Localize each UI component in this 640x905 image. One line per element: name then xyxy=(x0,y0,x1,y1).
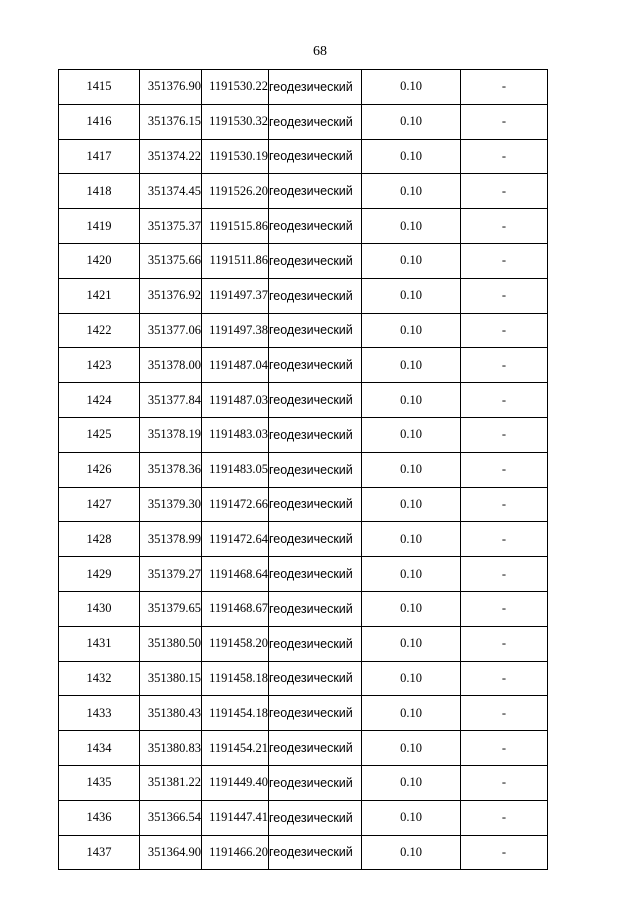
table-row xyxy=(59,139,548,174)
point-number-cell: 1427 xyxy=(59,487,140,522)
accuracy-cell: 0.10 xyxy=(362,835,461,870)
description-cell: - xyxy=(461,557,548,592)
accuracy-cell: 0.10 xyxy=(362,243,461,278)
table-row xyxy=(59,591,548,626)
method-cell: геодезический xyxy=(269,452,362,487)
y-coordinate-cell: 1191468.64 xyxy=(202,557,269,592)
y-coordinate-cell: 1191449.40 xyxy=(202,765,269,800)
table-row xyxy=(59,278,548,313)
table-row xyxy=(59,696,548,731)
y-coordinate-cell: 1191458.18 xyxy=(202,661,269,696)
table-row xyxy=(59,70,548,105)
accuracy-cell: 0.10 xyxy=(362,800,461,835)
x-coordinate-cell: 351380.43 xyxy=(140,696,202,731)
x-coordinate-cell: 351364.90 xyxy=(140,835,202,870)
x-coordinate-cell: 351381.22 xyxy=(140,765,202,800)
point-number-cell: 1435 xyxy=(59,765,140,800)
point-number-cell: 1430 xyxy=(59,591,140,626)
description-cell: - xyxy=(461,209,548,244)
point-number-cell: 1418 xyxy=(59,174,140,209)
point-number-cell: 1419 xyxy=(59,209,140,244)
accuracy-cell: 0.10 xyxy=(362,626,461,661)
description-cell: - xyxy=(461,278,548,313)
method-cell: геодезический xyxy=(269,209,362,244)
y-coordinate-cell: 1191487.04 xyxy=(202,348,269,383)
accuracy-cell: 0.10 xyxy=(362,765,461,800)
accuracy-cell: 0.10 xyxy=(362,174,461,209)
method-cell: геодезический xyxy=(269,591,362,626)
table-row xyxy=(59,104,548,139)
accuracy-cell: 0.10 xyxy=(362,557,461,592)
table-row xyxy=(59,243,548,278)
page-number: 68 xyxy=(313,44,327,59)
x-coordinate-cell: 351377.84 xyxy=(140,383,202,418)
y-coordinate-cell: 1191468.67 xyxy=(202,591,269,626)
y-coordinate-cell: 1191466.20 xyxy=(202,835,269,870)
description-cell: - xyxy=(461,348,548,383)
y-coordinate-cell: 1191511.86 xyxy=(202,243,269,278)
method-cell: геодезический xyxy=(269,139,362,174)
method-cell: геодезический xyxy=(269,661,362,696)
point-number-cell: 1434 xyxy=(59,731,140,766)
y-coordinate-cell: 1191530.32 xyxy=(202,104,269,139)
point-number-cell: 1433 xyxy=(59,696,140,731)
point-number-cell: 1415 xyxy=(59,70,140,105)
y-coordinate-cell: 1191497.38 xyxy=(202,313,269,348)
point-number-cell: 1421 xyxy=(59,278,140,313)
x-coordinate-cell: 351379.30 xyxy=(140,487,202,522)
point-number-cell: 1422 xyxy=(59,313,140,348)
method-cell: геодезический xyxy=(269,696,362,731)
point-number-cell: 1424 xyxy=(59,383,140,418)
point-number-cell: 1428 xyxy=(59,522,140,557)
method-cell: геодезический xyxy=(269,104,362,139)
point-number-cell: 1429 xyxy=(59,557,140,592)
table-row xyxy=(59,417,548,452)
method-cell: геодезический xyxy=(269,626,362,661)
x-coordinate-cell: 351380.50 xyxy=(140,626,202,661)
description-cell: - xyxy=(461,417,548,452)
x-coordinate-cell: 351379.27 xyxy=(140,557,202,592)
table-row xyxy=(59,487,548,522)
y-coordinate-cell: 1191497.37 xyxy=(202,278,269,313)
accuracy-cell: 0.10 xyxy=(362,70,461,105)
description-cell: - xyxy=(461,104,548,139)
table-row xyxy=(59,313,548,348)
table-row xyxy=(59,383,548,418)
description-cell: - xyxy=(461,383,548,418)
point-number-cell: 1425 xyxy=(59,417,140,452)
description-cell: - xyxy=(461,765,548,800)
accuracy-cell: 0.10 xyxy=(362,278,461,313)
description-cell: - xyxy=(461,835,548,870)
accuracy-cell: 0.10 xyxy=(362,696,461,731)
description-cell: - xyxy=(461,661,548,696)
point-number-cell: 1416 xyxy=(59,104,140,139)
y-coordinate-cell: 1191472.64 xyxy=(202,522,269,557)
method-cell: геодезический xyxy=(269,800,362,835)
x-coordinate-cell: 351376.90 xyxy=(140,70,202,105)
table-row xyxy=(59,661,548,696)
method-cell: геодезический xyxy=(269,243,362,278)
y-coordinate-cell: 1191483.03 xyxy=(202,417,269,452)
y-coordinate-cell: 1191458.20 xyxy=(202,626,269,661)
table-row xyxy=(59,765,548,800)
method-cell: геодезический xyxy=(269,70,362,105)
y-coordinate-cell: 1191530.22 xyxy=(202,70,269,105)
x-coordinate-cell: 351378.19 xyxy=(140,417,202,452)
point-number-cell: 1437 xyxy=(59,835,140,870)
accuracy-cell: 0.10 xyxy=(362,104,461,139)
x-coordinate-cell: 351376.15 xyxy=(140,104,202,139)
description-cell: - xyxy=(461,626,548,661)
table-row xyxy=(59,835,548,870)
accuracy-cell: 0.10 xyxy=(362,313,461,348)
y-coordinate-cell: 1191454.21 xyxy=(202,731,269,766)
x-coordinate-cell: 351376.92 xyxy=(140,278,202,313)
accuracy-cell: 0.10 xyxy=(362,139,461,174)
description-cell: - xyxy=(461,139,548,174)
x-coordinate-cell: 351374.22 xyxy=(140,139,202,174)
description-cell: - xyxy=(461,452,548,487)
method-cell: геодезический xyxy=(269,557,362,592)
table-row xyxy=(59,522,548,557)
y-coordinate-cell: 1191483.05 xyxy=(202,452,269,487)
method-cell: геодезический xyxy=(269,731,362,766)
x-coordinate-cell: 351380.15 xyxy=(140,661,202,696)
description-cell: - xyxy=(461,313,548,348)
method-cell: геодезический xyxy=(269,835,362,870)
description-cell: - xyxy=(461,522,548,557)
accuracy-cell: 0.10 xyxy=(362,487,461,522)
table-row xyxy=(59,800,548,835)
table-row xyxy=(59,557,548,592)
y-coordinate-cell: 1191487.03 xyxy=(202,383,269,418)
y-coordinate-cell: 1191447.41 xyxy=(202,800,269,835)
table-row xyxy=(59,348,548,383)
accuracy-cell: 0.10 xyxy=(362,522,461,557)
table-row xyxy=(59,452,548,487)
x-coordinate-cell: 351374.45 xyxy=(140,174,202,209)
table-row xyxy=(59,174,548,209)
y-coordinate-cell: 1191526.20 xyxy=(202,174,269,209)
x-coordinate-cell: 351375.66 xyxy=(140,243,202,278)
x-coordinate-cell: 351377.06 xyxy=(140,313,202,348)
x-coordinate-cell: 351366.54 xyxy=(140,800,202,835)
accuracy-cell: 0.10 xyxy=(362,452,461,487)
accuracy-cell: 0.10 xyxy=(362,209,461,244)
point-number-cell: 1431 xyxy=(59,626,140,661)
x-coordinate-cell: 351378.00 xyxy=(140,348,202,383)
y-coordinate-cell: 1191530.19 xyxy=(202,139,269,174)
description-cell: - xyxy=(461,487,548,522)
coordinates-table-body xyxy=(59,70,548,870)
accuracy-cell: 0.10 xyxy=(362,731,461,766)
coordinates-table xyxy=(58,69,548,870)
method-cell: геодезический xyxy=(269,417,362,452)
point-number-cell: 1432 xyxy=(59,661,140,696)
method-cell: геодезический xyxy=(269,383,362,418)
description-cell: - xyxy=(461,696,548,731)
point-number-cell: 1420 xyxy=(59,243,140,278)
y-coordinate-cell: 1191472.66 xyxy=(202,487,269,522)
method-cell: геодезический xyxy=(269,174,362,209)
x-coordinate-cell: 351378.99 xyxy=(140,522,202,557)
method-cell: геодезический xyxy=(269,348,362,383)
y-coordinate-cell: 1191515.86 xyxy=(202,209,269,244)
table-row xyxy=(59,731,548,766)
y-coordinate-cell: 1191454.18 xyxy=(202,696,269,731)
method-cell: геодезический xyxy=(269,487,362,522)
description-cell: - xyxy=(461,70,548,105)
method-cell: геодезический xyxy=(269,278,362,313)
accuracy-cell: 0.10 xyxy=(362,661,461,696)
table-row xyxy=(59,626,548,661)
description-cell: - xyxy=(461,800,548,835)
x-coordinate-cell: 351380.83 xyxy=(140,731,202,766)
accuracy-cell: 0.10 xyxy=(362,348,461,383)
method-cell: геодезический xyxy=(269,313,362,348)
description-cell: - xyxy=(461,731,548,766)
point-number-cell: 1423 xyxy=(59,348,140,383)
accuracy-cell: 0.10 xyxy=(362,591,461,626)
point-number-cell: 1426 xyxy=(59,452,140,487)
x-coordinate-cell: 351379.65 xyxy=(140,591,202,626)
point-number-cell: 1417 xyxy=(59,139,140,174)
table-row xyxy=(59,209,548,244)
point-number-cell: 1436 xyxy=(59,800,140,835)
x-coordinate-cell: 351378.36 xyxy=(140,452,202,487)
method-cell: геодезический xyxy=(269,522,362,557)
x-coordinate-cell: 351375.37 xyxy=(140,209,202,244)
accuracy-cell: 0.10 xyxy=(362,417,461,452)
accuracy-cell: 0.10 xyxy=(362,383,461,418)
description-cell: - xyxy=(461,174,548,209)
description-cell: - xyxy=(461,591,548,626)
method-cell: геодезический xyxy=(269,765,362,800)
description-cell: - xyxy=(461,243,548,278)
